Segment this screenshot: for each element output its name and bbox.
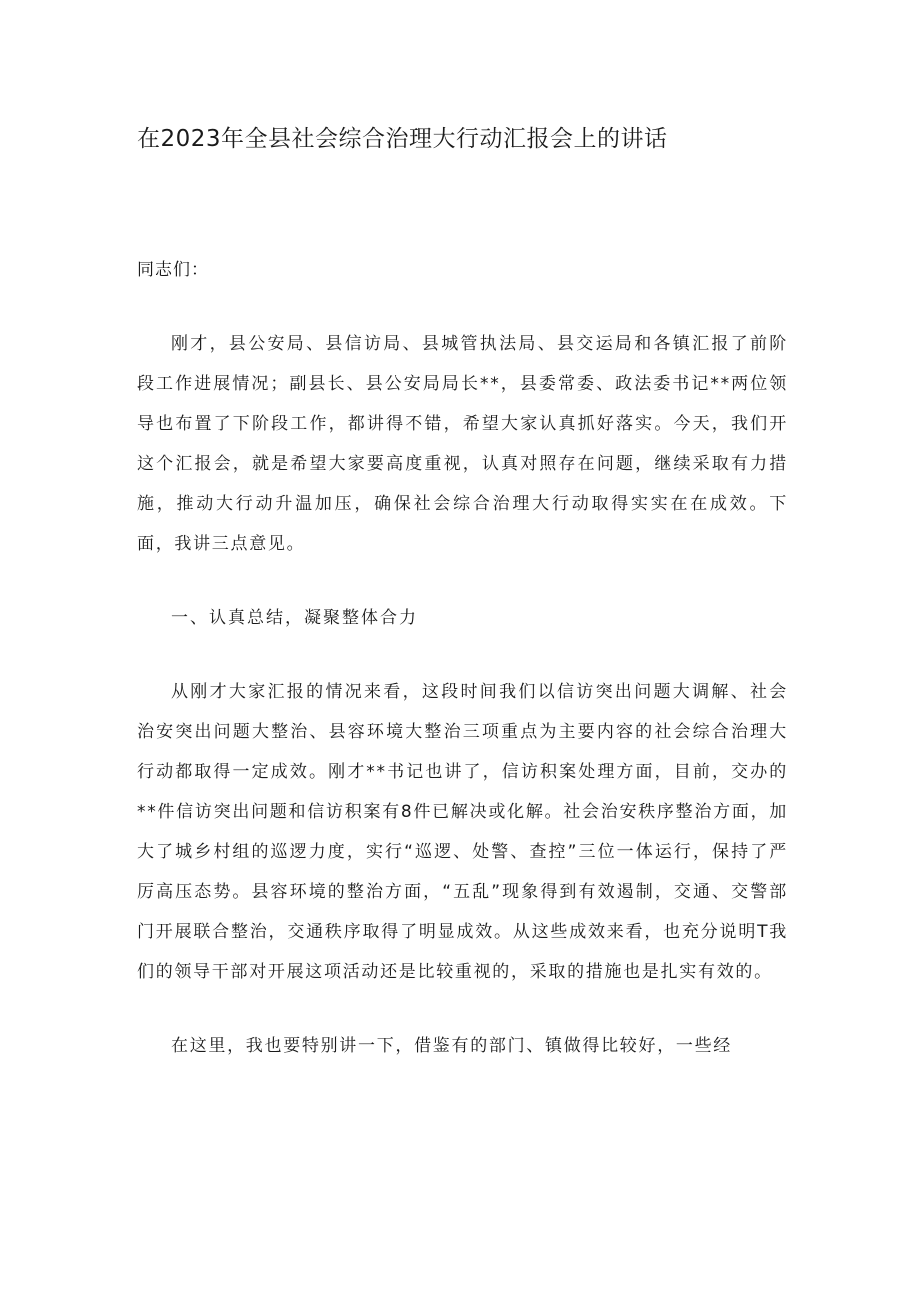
document-title: 在2023年全县社会综合治理大行动汇报会上的讲话 <box>137 126 668 152</box>
paragraph-summary: 从刚才大家汇报的情况来看，这段时间我们以信访突出问题大调解、社会治安突出问题大整治、县容环境大整治三项重点为主要内容的社会综合治理大行动都取得一定成效。刚才**书记也讲了，信访积案处理方面，目前，交办的**件信访突出问题和信访积案有8件已解决或化解。社会治安秩序整治方面，加大了城乡村组的巡逻力度，实行“巡逻、处警、查控”三位一体运行，保持了严厉高压态势。县容环境的整治方面，“五乱”现象得到有效遏制，交通、交警部门开展联合整治，交通秩序取得了明显成效。从这些成效来看，也充分说明T我们的领导干部对开展这项活动还是比较重视的，采取的措施也是扎实有效的。 <box>137 682 788 982</box>
salutation: 同志们： <box>137 260 209 280</box>
section-heading-1: 一、认真总结，凝聚整体合力 <box>171 608 418 628</box>
paragraph-continued: 在这里，我也要特别讲一下，借鉴有的部门、镇做得比较好，一些经 <box>171 1036 732 1056</box>
paragraph-opening: 刚才，县公安局、县信访局、县城管执法局、县交运局和各镇汇报了前阶段工作进展情况；副县长、县公安局局长**，县委常委、政法委书记**两位领导也布置了下阶段工作，都讲得不错，希望大家认真抓好落实。今天，我们开这个汇报会，就是希望大家要高度重视，认真对照存在问题，继续采取有力措施，推动大行动升温加压，确保社会综合治理大行动取得实实在在成效。下面，我讲三点意见。 <box>137 334 788 554</box>
